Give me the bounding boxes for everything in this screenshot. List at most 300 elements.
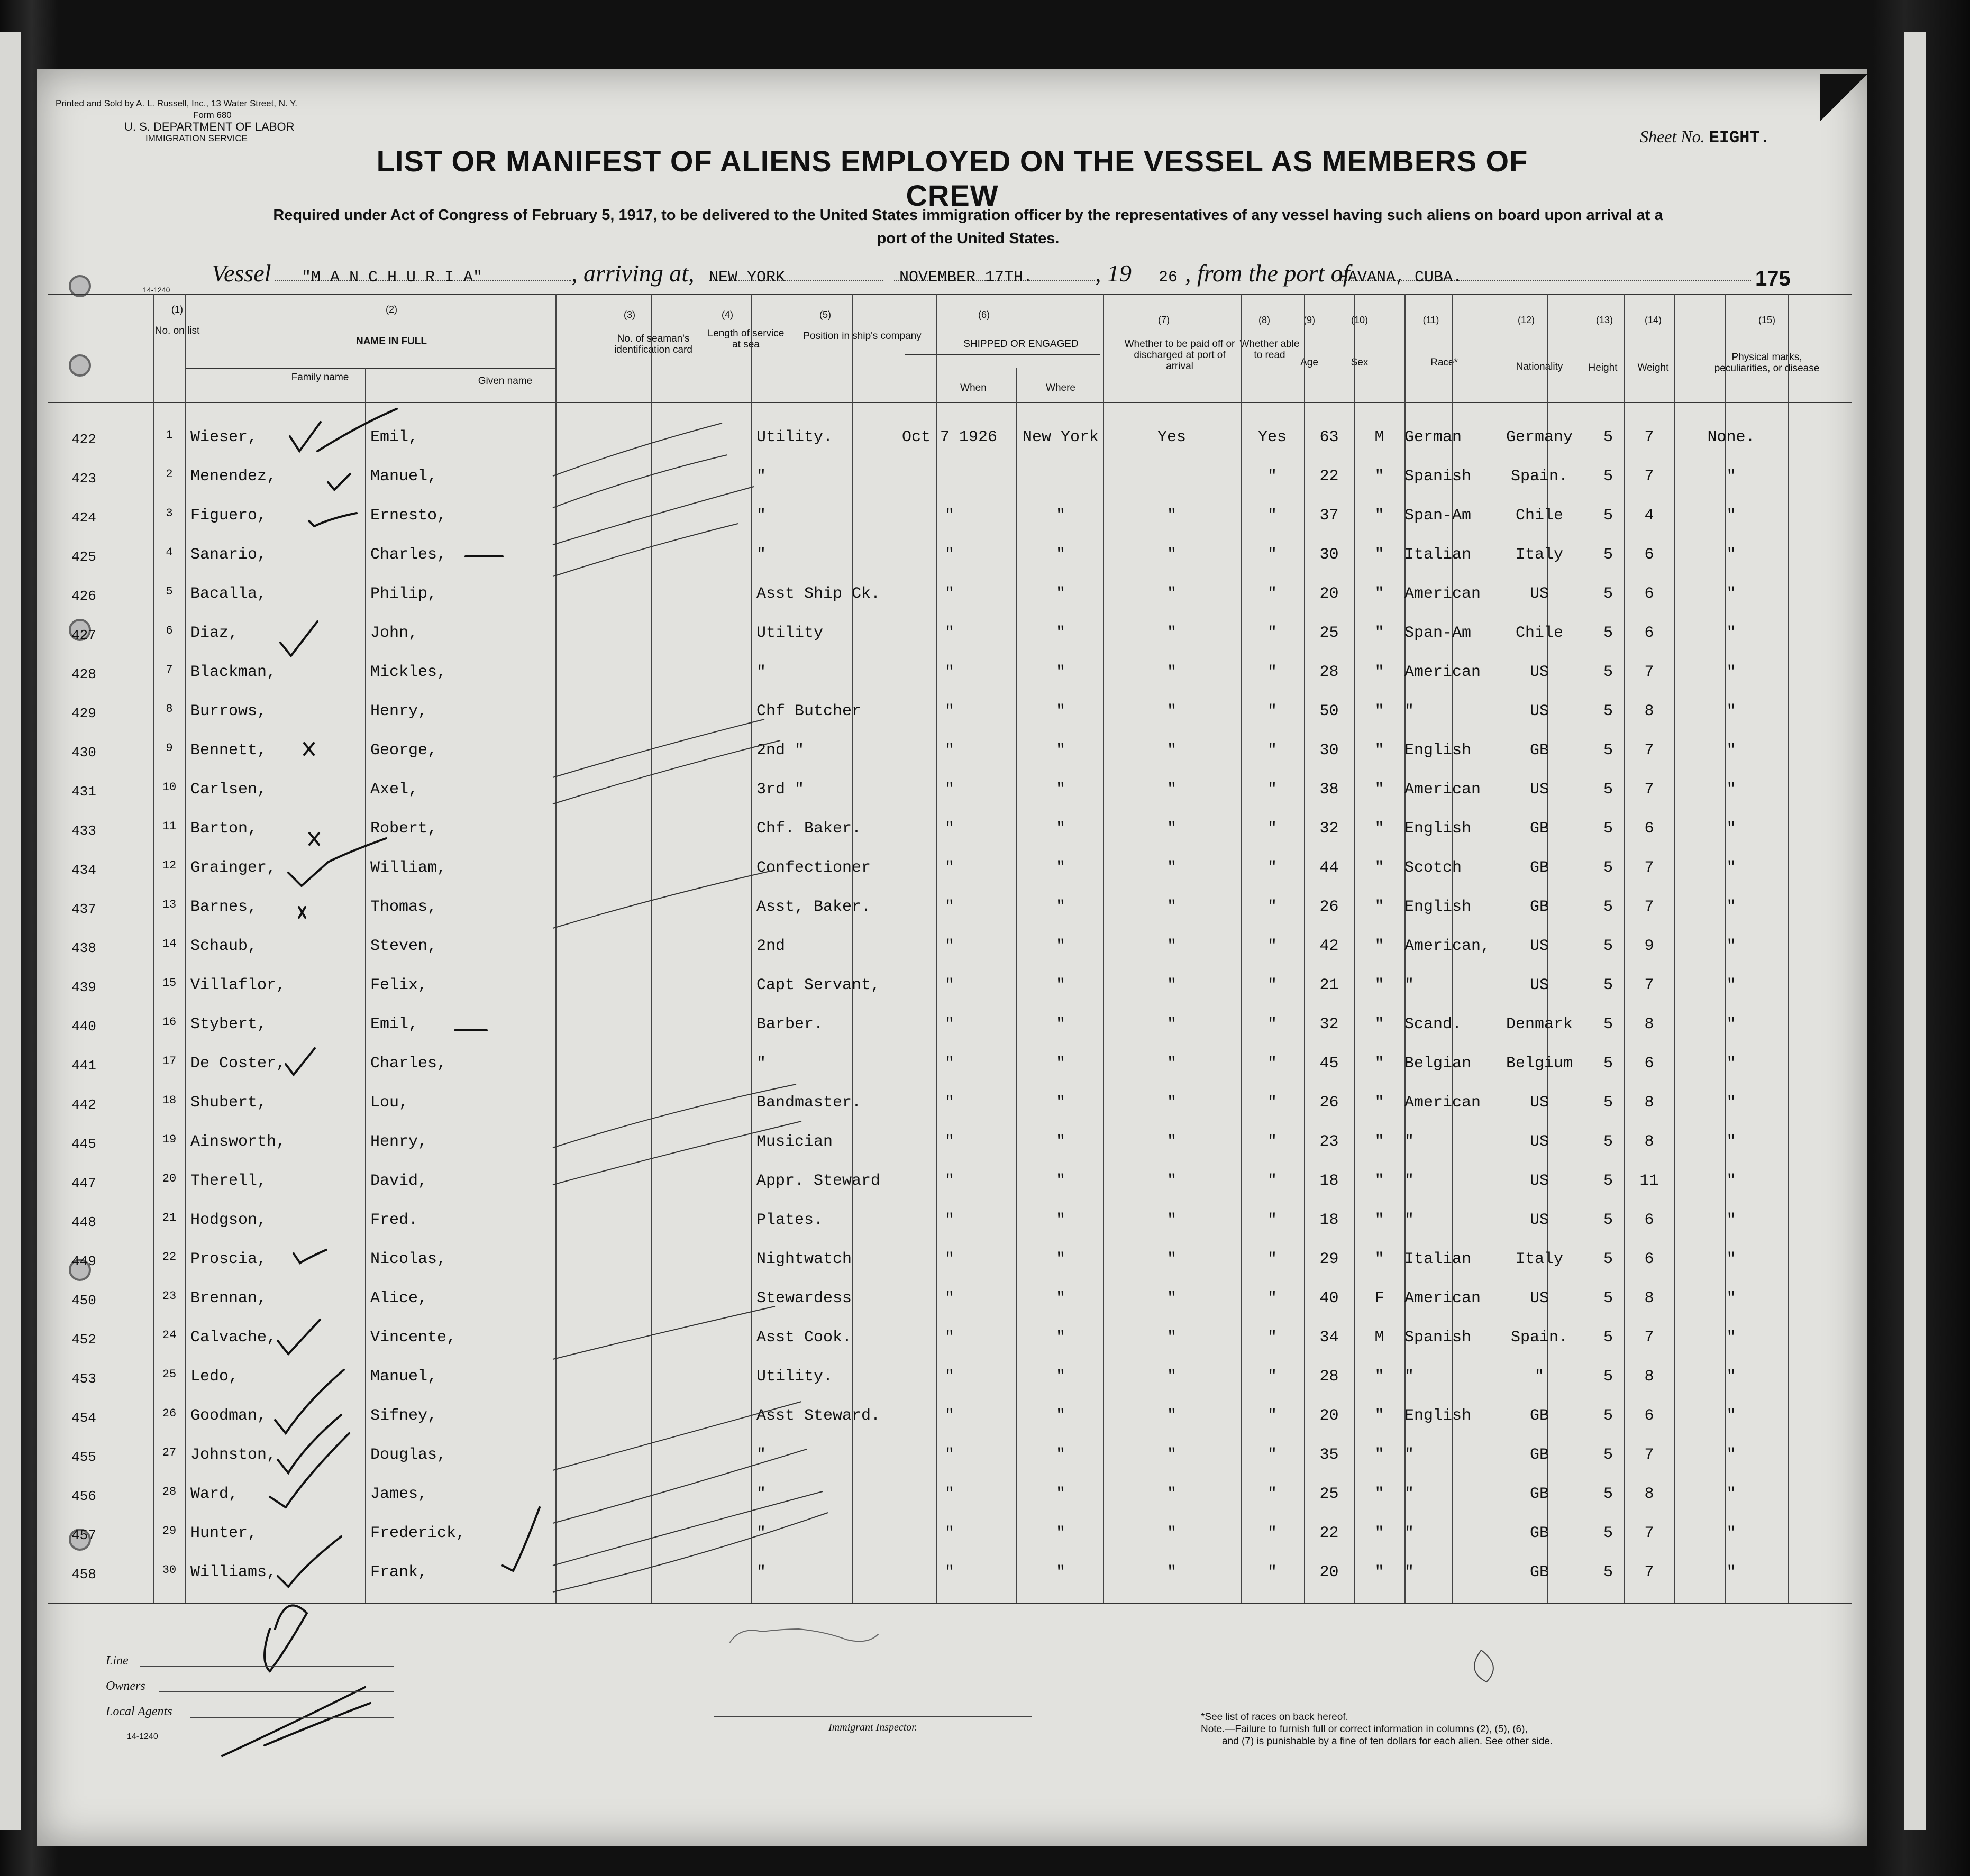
col-num: (15) (1758, 315, 1775, 325)
cell-a: 32 (1319, 820, 1339, 838)
cell-a: 21 (1319, 976, 1339, 994)
cell-g: Henry, (370, 1133, 428, 1151)
cell-g: James, (370, 1485, 428, 1503)
left-binding-strip (0, 32, 21, 1830)
cell-g: Charles, (370, 1055, 447, 1073)
cell-pm: " (1726, 1524, 1736, 1542)
hdr-able-read: Whether able to read (1239, 338, 1300, 361)
cell-n: 6 (166, 624, 173, 637)
cell-h: 5 (1603, 1211, 1613, 1229)
cell-rd: " (1267, 1094, 1277, 1112)
cell-pd: " (1166, 1368, 1176, 1386)
footer-owners-field (159, 1691, 394, 1692)
hdr-length-service: Length of service at sea (707, 328, 785, 350)
col-num: (9) (1303, 315, 1315, 325)
cell-a: 30 (1319, 546, 1339, 564)
cell-g: Felix, (370, 976, 428, 994)
cell-g: Axel, (370, 781, 418, 799)
cell-rd: " (1267, 468, 1277, 486)
cell-pd: " (1166, 1094, 1176, 1112)
cell-g: Ernesto, (370, 507, 447, 525)
cell-a: 18 (1319, 1211, 1339, 1229)
cell-pd: " (1166, 1015, 1176, 1033)
cell-r: " (1404, 1485, 1415, 1503)
cell-a: 18 (1319, 1172, 1339, 1190)
cell-wh: New York (1022, 428, 1099, 446)
cell-pd: " (1166, 585, 1176, 603)
cell-pd: " (1166, 546, 1176, 564)
margin-number: 427 (71, 627, 96, 643)
cell-pd: " (1166, 1211, 1176, 1229)
cell-pd: " (1166, 1055, 1176, 1073)
cell-s: M (1374, 428, 1384, 446)
cell-a: 26 (1319, 1094, 1339, 1112)
cell-g: John, (370, 624, 418, 642)
cell-wt: 6 (1644, 1211, 1654, 1229)
cell-pm: " (1726, 976, 1736, 994)
cell-p: " (756, 1524, 767, 1542)
cell-wt: 8 (1644, 1133, 1654, 1151)
table-rule (1788, 294, 1789, 1603)
cell-s: " (1374, 1407, 1384, 1425)
cell-wh: " (1055, 663, 1065, 681)
cell-n: 28 (162, 1485, 177, 1498)
cell-f: Hunter, (190, 1524, 258, 1542)
cell-f: Barnes, (190, 898, 258, 916)
cell-pd: " (1166, 1133, 1176, 1151)
cell-w: " (944, 898, 954, 916)
cell-n: 25 (162, 1368, 177, 1381)
cell-g: Mickles, (370, 663, 447, 681)
cell-f: Villaflor, (190, 976, 286, 994)
cell-n: 20 (162, 1172, 177, 1185)
cell-f: Menendez, (190, 468, 277, 486)
cell-pd: " (1166, 1485, 1176, 1503)
cell-wt: 8 (1644, 702, 1654, 720)
margin-number: 447 (71, 1175, 96, 1191)
cell-a: 25 (1319, 1485, 1339, 1503)
cell-r: Italian (1404, 1250, 1472, 1268)
col-num: (4) (722, 309, 733, 320)
cell-nat: Germany (1506, 428, 1573, 446)
cell-pd: " (1166, 742, 1176, 759)
cell-g: Steven, (370, 937, 437, 955)
cell-a: 50 (1319, 702, 1339, 720)
margin-number: 439 (71, 980, 96, 995)
vessel-name: "M A N C H U R I A" (302, 269, 483, 287)
right-binding-strip (1904, 32, 1926, 1830)
cell-wh: " (1055, 507, 1065, 525)
cell-a: 28 (1319, 663, 1339, 681)
from-port-label: , from the port of (1185, 260, 1350, 287)
cell-f: Bennett, (190, 742, 267, 759)
manifest-table (48, 294, 1852, 1648)
cell-nat: GB (1529, 859, 1549, 877)
cell-rd: " (1267, 1211, 1277, 1229)
page-number: 175 (1755, 267, 1791, 290)
cell-n: 13 (162, 898, 177, 911)
cell-rd: " (1267, 1368, 1277, 1386)
cell-r: " (1404, 702, 1415, 720)
cell-w: " (944, 1015, 954, 1033)
cell-w: " (944, 1446, 954, 1464)
footer-line-field (140, 1666, 394, 1667)
cell-f: Shubert, (190, 1094, 267, 1112)
hdr-family-name: Family name (291, 372, 349, 383)
cell-h: 5 (1603, 468, 1613, 486)
immigrant-inspector-signature-line: Immigrant Inspector. (714, 1716, 1032, 1734)
cell-g: Charles, (370, 546, 447, 564)
cell-s: " (1374, 1211, 1384, 1229)
cell-pm: " (1726, 1015, 1736, 1033)
cell-w: " (944, 937, 954, 955)
cell-pm: " (1726, 937, 1736, 955)
cell-p: Appr. Steward (756, 1172, 881, 1190)
cell-wt: 8 (1644, 1015, 1654, 1033)
cell-g: Manuel, (370, 1368, 437, 1386)
cell-wt: 7 (1644, 742, 1654, 759)
cell-s: " (1374, 1094, 1384, 1112)
cell-r: " (1404, 976, 1415, 994)
cell-pm: " (1726, 1094, 1736, 1112)
cell-f: Blackman, (190, 663, 277, 681)
cell-s: " (1374, 468, 1384, 486)
cell-p: Plates. (756, 1211, 824, 1229)
cell-nat: US (1529, 1289, 1549, 1307)
cell-wh: " (1055, 1446, 1065, 1464)
cell-n: 30 (162, 1563, 177, 1577)
cell-a: 23 (1319, 1133, 1339, 1151)
margin-number: 456 (71, 1488, 96, 1504)
cell-a: 20 (1319, 1563, 1339, 1581)
cell-a: 28 (1319, 1368, 1339, 1386)
subtitle-line-2: port of the United States. (877, 230, 1060, 247)
cell-g: Emil, (370, 428, 418, 446)
cell-wt: 7 (1644, 1524, 1654, 1542)
cell-s: " (1374, 1563, 1384, 1581)
cell-f: Ainsworth, (190, 1133, 286, 1151)
cell-wh: " (1055, 742, 1065, 759)
table-rule (48, 402, 1852, 403)
cell-n: 11 (162, 820, 177, 833)
cell-s: " (1374, 1485, 1384, 1503)
table-rule (185, 294, 186, 1603)
cell-w: " (944, 1368, 954, 1386)
cell-pm: " (1726, 1133, 1736, 1151)
cell-wh: " (1055, 1407, 1065, 1425)
cell-wt: 8 (1644, 1289, 1654, 1307)
cell-n: 12 (162, 859, 177, 872)
cell-h: 5 (1603, 428, 1613, 446)
cell-pm: " (1726, 1446, 1736, 1464)
cell-p: 2nd " (756, 742, 805, 759)
printer-line: Printed and Sold by A. L. Russell, Inc., 13 Water Street, N. Y. (56, 98, 298, 108)
cell-nat: Spain. (1510, 1329, 1568, 1347)
cell-nat: Italy (1515, 1250, 1563, 1268)
cell-h: 5 (1603, 742, 1613, 759)
cell-h: 5 (1603, 1329, 1613, 1347)
margin-number: 452 (71, 1332, 96, 1348)
cell-rd: " (1267, 742, 1277, 759)
cell-rd: " (1267, 1329, 1277, 1347)
cell-pm: " (1726, 546, 1736, 564)
cell-w: " (944, 507, 954, 525)
cell-a: 25 (1319, 624, 1339, 642)
cell-h: 5 (1603, 898, 1613, 916)
cell-wt: 6 (1644, 1250, 1654, 1268)
cell-pm: " (1726, 507, 1736, 525)
cell-p: " (756, 1563, 767, 1581)
cell-nat: US (1529, 1094, 1549, 1112)
cell-h: 5 (1603, 1094, 1613, 1112)
cell-h: 5 (1603, 1485, 1613, 1503)
cell-rd: " (1267, 1250, 1277, 1268)
cell-h: 5 (1603, 1133, 1613, 1151)
cell-p: " (756, 468, 767, 486)
cell-wh: " (1055, 937, 1065, 955)
cell-r: " (1404, 1172, 1415, 1190)
cell-r: American (1404, 1289, 1481, 1307)
cell-r: Span-Am (1404, 624, 1472, 642)
cell-f: Burrows, (190, 702, 267, 720)
cell-wh: " (1055, 1368, 1065, 1386)
cell-g: Vincente, (370, 1329, 457, 1347)
cell-f: Sanario, (190, 546, 267, 564)
cell-r: German (1404, 428, 1462, 446)
cell-r: English (1404, 1407, 1472, 1425)
cell-wt: 7 (1644, 781, 1654, 799)
margin-number: 428 (71, 666, 96, 682)
cell-nat: US (1529, 585, 1549, 603)
cell-wt: 6 (1644, 1055, 1654, 1073)
col-num: (14) (1644, 315, 1662, 325)
col-num: (2) (386, 304, 397, 315)
cell-a: 45 (1319, 1055, 1339, 1073)
cell-h: 5 (1603, 1250, 1613, 1268)
cell-wh: " (1055, 859, 1065, 877)
margin-number: 440 (71, 1019, 96, 1035)
cell-p: Utility. (756, 428, 833, 446)
cell-a: 29 (1319, 1250, 1339, 1268)
cell-wh: " (1055, 976, 1065, 994)
hdr-physical: Physical marks, peculiarities, or disease (1714, 352, 1820, 374)
cell-pm: " (1726, 1407, 1736, 1425)
cell-rd: " (1267, 663, 1277, 681)
cell-pd: " (1166, 859, 1176, 877)
margin-number: 426 (71, 588, 96, 604)
cell-rd: " (1267, 781, 1277, 799)
margin-number: 454 (71, 1410, 96, 1426)
hdr-weight: Weight (1637, 362, 1669, 373)
cell-rd: " (1267, 624, 1277, 642)
cell-wt: 7 (1644, 428, 1654, 446)
cell-w: " (944, 1407, 954, 1425)
cell-w: " (944, 820, 954, 838)
cell-w: " (944, 1211, 954, 1229)
cell-h: 5 (1603, 781, 1613, 799)
cell-rd: " (1267, 1524, 1277, 1542)
cell-s: " (1374, 1524, 1384, 1542)
cell-s: " (1374, 1015, 1384, 1033)
cell-h: 5 (1603, 976, 1613, 994)
cell-s: " (1374, 546, 1384, 564)
margin-number: 450 (71, 1293, 96, 1308)
cell-r: " (1404, 1133, 1415, 1151)
cell-wh: " (1055, 585, 1065, 603)
cell-wt: 8 (1644, 1094, 1654, 1112)
cell-w: " (944, 585, 954, 603)
table-rule (48, 1603, 1852, 1604)
cell-h: 5 (1603, 1524, 1613, 1542)
cell-rd: " (1267, 1172, 1277, 1190)
cell-s: " (1374, 624, 1384, 642)
cell-g: Alice, (370, 1289, 428, 1307)
cell-pm: " (1726, 1368, 1736, 1386)
cell-wt: 7 (1644, 1446, 1654, 1464)
cell-w: " (944, 1133, 954, 1151)
cell-a: 34 (1319, 1329, 1339, 1347)
cell-h: 5 (1603, 1407, 1613, 1425)
cell-w: Oct 7 1926 (901, 428, 998, 446)
cell-s: " (1374, 820, 1384, 838)
cell-p: " (756, 507, 767, 525)
cell-h: 5 (1603, 1055, 1613, 1073)
cell-nat: US (1529, 1133, 1549, 1151)
cell-g: George, (370, 742, 437, 759)
cell-s: F (1374, 1289, 1384, 1307)
cell-w: " (944, 1289, 954, 1307)
cell-a: 20 (1319, 1407, 1339, 1425)
cell-f: Williams, (190, 1563, 277, 1581)
cell-wh: " (1055, 820, 1065, 838)
margin-number: 431 (71, 784, 96, 800)
cell-wt: 7 (1644, 859, 1654, 877)
hdr-given-name: Given name (478, 376, 533, 387)
cell-pm: " (1726, 1485, 1736, 1503)
cell-nat: US (1529, 976, 1549, 994)
cell-f: Proscia, (190, 1250, 267, 1268)
cell-a: 35 (1319, 1446, 1339, 1464)
cell-wh: " (1055, 702, 1065, 720)
cell-pd: Yes (1157, 428, 1186, 446)
cell-pd: " (1166, 781, 1176, 799)
margin-number: 425 (71, 549, 96, 565)
cell-rd: " (1267, 1563, 1277, 1581)
cell-a: 37 (1319, 507, 1339, 525)
cell-rd: " (1267, 1133, 1277, 1151)
cell-s: " (1374, 585, 1384, 603)
cell-nat: GB (1529, 1524, 1549, 1542)
cell-wh: " (1055, 1524, 1065, 1542)
cell-a: 26 (1319, 898, 1339, 916)
footer-agents-field (190, 1717, 394, 1718)
cell-wh: " (1055, 898, 1065, 916)
hdr-when: When (960, 382, 987, 393)
cell-p: Musician (756, 1133, 833, 1151)
cell-p: Chf. Baker. (756, 820, 862, 838)
cell-pd: " (1166, 937, 1176, 955)
cell-s: " (1374, 1446, 1384, 1464)
col-num: (1) (171, 304, 183, 315)
cell-n: 14 (162, 937, 177, 950)
cell-pm: " (1726, 898, 1736, 916)
footer-agents-label: Local Agents (106, 1705, 172, 1718)
cell-wh: " (1055, 1485, 1065, 1503)
cell-s: " (1374, 1250, 1384, 1268)
cell-h: 5 (1603, 1172, 1613, 1190)
cell-wt: 7 (1644, 1563, 1654, 1581)
cell-wh: " (1055, 546, 1065, 564)
cell-w: " (944, 1172, 954, 1190)
cell-nat: US (1529, 937, 1549, 955)
cell-h: 5 (1603, 624, 1613, 642)
cell-pd: " (1166, 820, 1176, 838)
cell-pm: " (1726, 1172, 1736, 1190)
cell-wh: " (1055, 624, 1065, 642)
cell-n: 9 (166, 742, 173, 755)
cell-g: Sifney, (370, 1407, 437, 1425)
cell-nat: GB (1529, 1446, 1549, 1464)
cell-rd: " (1267, 1485, 1277, 1503)
cell-r: " (1404, 1524, 1415, 1542)
sheet-label: Sheet No. (1640, 127, 1705, 146)
cell-pd: " (1166, 1172, 1176, 1190)
cell-pd: " (1166, 624, 1176, 642)
cell-rd: " (1267, 1055, 1277, 1073)
cell-r: Italian (1404, 546, 1472, 564)
cell-r: American (1404, 1094, 1481, 1112)
cell-pm: " (1726, 624, 1736, 642)
cell-s: " (1374, 1133, 1384, 1151)
cell-wt: 4 (1644, 507, 1654, 525)
cell-n: 15 (162, 976, 177, 990)
cell-wt: 7 (1644, 468, 1654, 486)
cell-rd: " (1267, 546, 1277, 564)
cell-rd: " (1267, 1446, 1277, 1464)
cell-p: Asst, Baker. (756, 898, 871, 916)
cell-wt: 11 (1639, 1172, 1659, 1190)
cell-a: 44 (1319, 859, 1339, 877)
cell-s: " (1374, 507, 1384, 525)
cell-f: Carlsen, (190, 781, 267, 799)
cell-rd: " (1267, 976, 1277, 994)
cell-r: American (1404, 585, 1481, 603)
table-rule (905, 354, 1100, 355)
cell-p: Utility (756, 624, 824, 642)
cell-p: Asst Ship Ck. (756, 585, 881, 603)
cell-nat: GB (1529, 1485, 1549, 1503)
cell-g: Douglas, (370, 1446, 447, 1464)
hdr-height: Height (1588, 362, 1618, 373)
cell-pd: " (1166, 507, 1176, 525)
cell-nat: US (1529, 1172, 1549, 1190)
col-num: (6) (978, 309, 990, 320)
cell-p: Capt Servant, (756, 976, 881, 994)
margin-number: 433 (71, 823, 96, 839)
cell-f: Ward, (190, 1485, 239, 1503)
cell-p: Barber. (756, 1015, 824, 1033)
cell-n: 7 (166, 663, 173, 676)
cell-w: " (944, 663, 954, 681)
form-number: Form 680 (193, 110, 232, 120)
cell-rd: " (1267, 898, 1277, 916)
table-rule (185, 368, 555, 369)
cell-n: 22 (162, 1250, 177, 1264)
cell-r: English (1404, 742, 1472, 759)
cell-wt: 9 (1644, 937, 1654, 955)
cell-n: 2 (166, 468, 173, 481)
cell-pm: " (1726, 1250, 1736, 1268)
